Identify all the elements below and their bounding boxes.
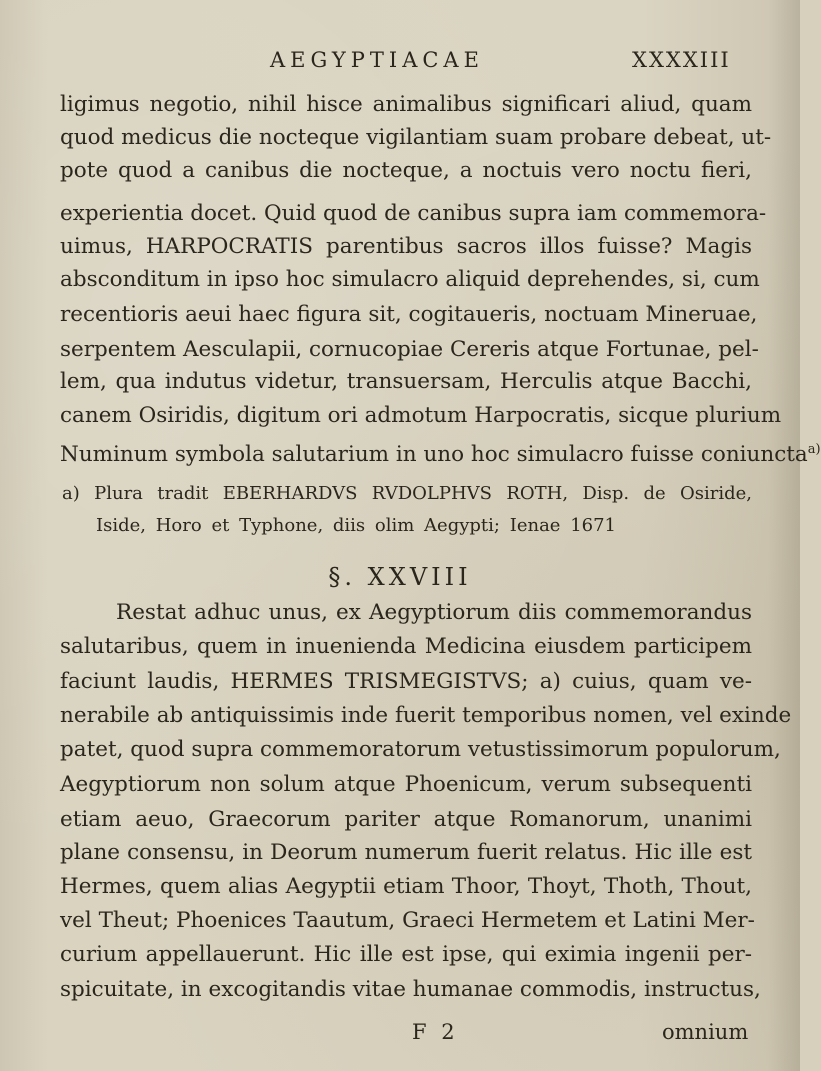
text-line: experientia docet. Quid quod de canibus supra iam commemora-: [60, 201, 767, 226]
text-line: [60, 435, 821, 470]
text-line: lem, qua indutus videtur, transuersam, Herculis atque Bacchi,: [60, 369, 752, 394]
running-title: AEGYPTIACAE: [270, 48, 484, 72]
text-line: absconditum in ipso hoc simulacro aliquid deprehendes, si, cum: [60, 267, 760, 292]
text-line: Hermes, quem alias Aegyptii etiam Thoor, Thoyt, Thoth, Thout,: [60, 874, 752, 899]
running-head: [0, 48, 800, 78]
text-line-content: Numinum symbola salutarium in uno hoc simulacro fuisse coniuncta: [60, 442, 808, 468]
footnote-line: Iside, Horo et Typhone, diis olim Aegypti; Ienae 1671: [96, 515, 616, 536]
note-marker: a): [807, 442, 821, 457]
page-number: XXXXIII: [632, 48, 731, 72]
text-line: serpentem Aesculapii, cornucopiae Cereris atque Fortunae, pel-: [60, 337, 759, 362]
text-line: curium appellauerunt. Hic ille est ipse, qui eximia ingenii per-: [60, 942, 752, 967]
text-line: etiam aeuo, Graecorum pariter atque Romanorum, unanimi: [60, 807, 752, 832]
text-line: ligimus negotio, nihil hisce animalibus significari aliud, quam: [60, 92, 752, 117]
text-line: plane consensu, in Deorum numerum fuerit relatus. Hic ille est: [60, 840, 752, 865]
signature-mark: F 2: [412, 1020, 459, 1044]
text-line: quod medicus die nocteque vigilantiam suam probare debeat, ut-: [60, 125, 772, 150]
text-line: Aegyptiorum non solum atque Phoenicum, verum subsequenti: [60, 772, 752, 797]
text-line: nerabile ab antiquissimis inde fuerit temporibus nomen, vel exinde: [60, 703, 792, 728]
footnote-line: a) Plura tradit EBERHARDVS RVDOLPHVS ROTH, Disp. de Osiride,: [62, 483, 752, 504]
text-line: uimus, HARPOCRATIS parentibus sacros illos fuisse? Magis: [60, 234, 752, 259]
text-line: Restat adhuc unus, ex Aegyptiorum diis commemorandus: [116, 600, 752, 625]
text-line: pote quod a canibus die nocteque, a noctuis vero noctu fieri,: [60, 158, 752, 183]
catchword: omnium: [662, 1020, 749, 1044]
text-line: salutaribus, quem in inuenienda Medicina eiusdem participem: [60, 634, 752, 659]
section-heading: §. XXVIII: [328, 563, 472, 591]
text-line: patet, quod supra commemoratorum vetustissimorum populorum,: [60, 737, 781, 762]
text-line: vel Theut; Phoenices Taautum, Graeci Hermetem et Latini Mer-: [60, 908, 755, 933]
text-line: spicuitate, in excogitandis vitae humanae commodis, instructus,: [60, 977, 761, 1002]
text-line: faciunt laudis, HERMES TRISMEGISTVS; a) cuius, quam ve-: [60, 669, 752, 694]
text-line: recentioris aeui haec figura sit, cogitaueris, noctuam Mineruae,: [60, 302, 758, 327]
text-line: canem Osiridis, digitum ori admotum Harpocratis, sicque plurium: [60, 403, 782, 428]
